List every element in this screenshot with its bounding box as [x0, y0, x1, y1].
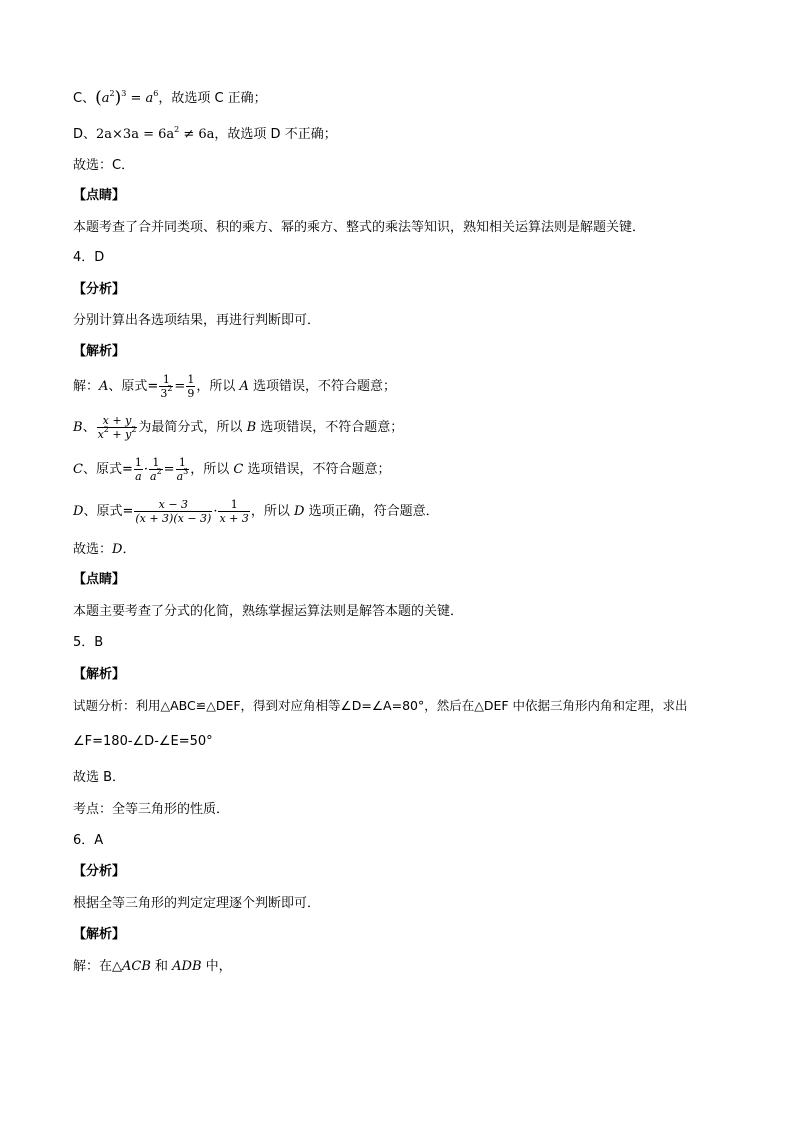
- fraction: $\frac{x - 3}{(x + 3)(x - 3)}$: [135, 498, 212, 525]
- heading-dianjing-2: 【点睛】: [73, 572, 126, 587]
- option-c-line: C、$(a^2)^3 = a^6$，故选项 C 正确；: [73, 88, 267, 108]
- solution-c-line: C、原式= $\frac{1}{a}$ · $\frac{1}{a^2}$ = $\frac{1}{a^3}$ ，所以 C 选项错误，不符合题意；: [73, 456, 391, 483]
- paren-open: (: [95, 88, 102, 108]
- fraction: $\frac{1}{a}$: [134, 456, 142, 483]
- heading-jiexi-3: 【解析】: [73, 927, 126, 942]
- solution-a-line: 解：A、原式= $\frac{1}{3^2}$ = $\frac{1}{9}$ ，所以 A 选项错误，不符合题意；: [73, 373, 396, 400]
- heading-jiexi-2: 【解析】: [73, 667, 126, 682]
- choose-c: 故选：C．: [73, 158, 135, 173]
- fraction: $\frac{1}{a^3}$: [176, 456, 189, 483]
- fraction: $\frac{x + y}{x^2 + y^2}$: [97, 414, 137, 441]
- kaodian: 考点：全等三角形的性质．: [73, 802, 230, 817]
- option-d-line: D、$2a\times 3a = 6a^2 \ne 6a$，故选项 D 不正确；: [73, 125, 337, 142]
- heading-fenxi-2: 【分析】: [73, 864, 126, 879]
- analysis-4: 分别计算出各选项结果，再进行判断即可．: [73, 313, 321, 328]
- analysis-6: 根据全等三角形的判定定理逐个判断即可．: [73, 896, 321, 911]
- choose-d: 故选：D．: [73, 542, 136, 557]
- fraction: $\frac{1}{9}$: [187, 373, 195, 400]
- heading-fenxi-1: 【分析】: [73, 282, 126, 297]
- heading-jiexi-1: 【解析】: [73, 344, 126, 359]
- fraction: $\frac{1}{3^2}$: [160, 373, 173, 400]
- question-4-answer: 4．D: [73, 250, 105, 265]
- solution-b-line: B、 $\frac{x + y}{x^2 + y^2}$ 为最简分式，所以 B 选项错误，不符合题意；: [73, 414, 404, 441]
- analysis-5: 试题分析：利用△ABC≌△DEF，得到对应角相等∠D=∠A=80°，然后在△DEF 中依据三角形内角和定理，求出: [73, 698, 688, 713]
- solution-6-line: 解：在△ACB 和 ADB 中，: [73, 959, 232, 974]
- choose-b: 故选 B．: [73, 770, 126, 785]
- fraction: $\frac{1}{x + 3}$: [219, 498, 249, 525]
- analysis-5-continued: ∠F=180-∠D-∠E=50°: [73, 734, 213, 749]
- summary-2: 本题主要考查了分式的化简，熟练掌握运算法则是解答本题的关键．: [73, 604, 464, 619]
- solution-d-line: D、原式= $\frac{x - 3}{(x + 3)(x - 3)}$ · $\frac{1}{x + 3}$ ，所以 D 选项正确，符合题意．: [73, 498, 439, 525]
- question-6-answer: 6．A: [73, 833, 104, 848]
- question-5-answer: 5．B: [73, 635, 104, 650]
- paren-close: ): [114, 88, 122, 108]
- summary-1: 本题考查了合并同类项、积的乘方、幂的乘方、整式的乘法等知识，熟知相关运算法则是解题关键．: [73, 220, 646, 235]
- fraction: $\frac{1}{a^2}$: [150, 456, 162, 483]
- heading-dianjing-1: 【点睛】: [73, 188, 126, 203]
